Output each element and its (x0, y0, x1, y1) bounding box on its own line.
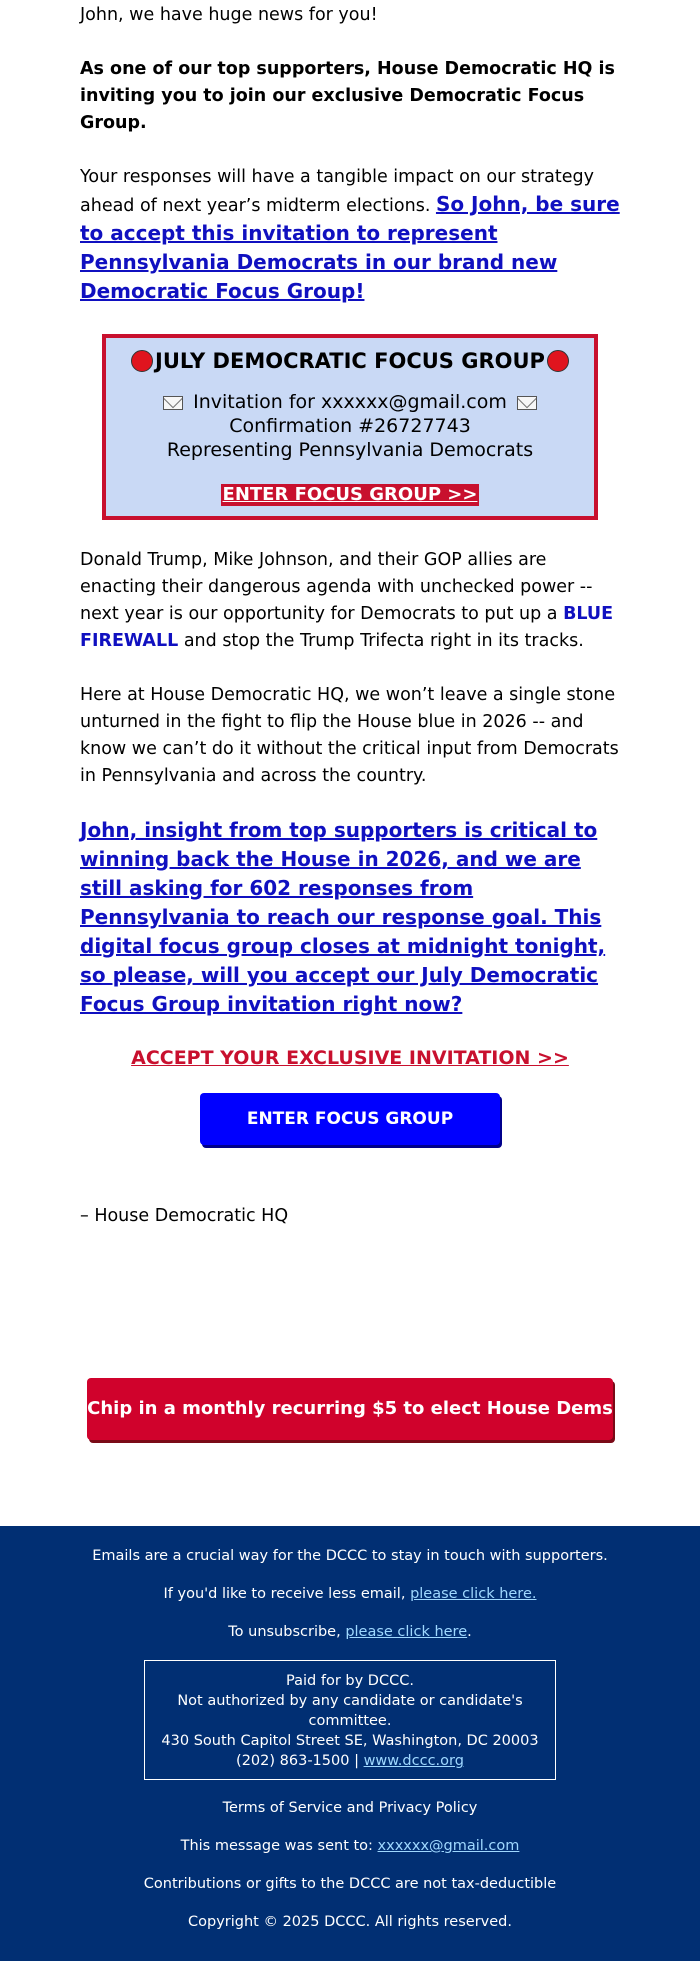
footer (0, 1526, 700, 1961)
invitation-text: Invitation for xxxxxx@gmail.com (193, 391, 507, 413)
envelope-icon (517, 396, 537, 410)
enter-focus-group-button[interactable]: ENTER FOCUS GROUP (200, 1093, 500, 1145)
red-circle-icon (547, 350, 569, 372)
unsubscribe-link[interactable]: please click here (345, 1624, 468, 1640)
paid-line-4 (145, 1751, 555, 1771)
envelope-icon (163, 396, 183, 410)
dccc-site-link[interactable]: www.dccc.org (363, 1753, 464, 1769)
insight-link[interactable]: John, insight from top supporters is critical to winning back the House in 2026, and we are still asking for 602 responses from Pennsylvania to reach our response goal. This digital focus group closes at midnight tonight, so please, will you accept our July Democratic Focus Group invitation right now? (80, 818, 606, 1016)
less-email-line (0, 1584, 700, 1604)
greeting: John, we have huge news for you! (80, 5, 378, 25)
paid-for-box (144, 1660, 556, 1780)
trump-text-a: Donald Trump, Mike Johnson, and their GOP allies are enacting their dangerous agenda with unchecked power -- next year is our opportunity for Democrats to put up a (80, 550, 593, 624)
unsubscribe-text: To unsubscribe, (228, 1624, 346, 1640)
chip-in-button[interactable]: Chip in a monthly recurring $5 to elect House Dems >> (87, 1378, 613, 1440)
terms-link[interactable]: Terms of Service and Privacy Policy (222, 1800, 478, 1816)
donate-row (0, 1378, 700, 1526)
impact-paragraph (80, 164, 620, 307)
hq-paragraph: Here at House Democratic HQ, we won’t leave a single stone unturned in the fight to flip the House blue in 2026 -- and know we can’t do it without the critical input from Democrats in Pennsylvania and across the country. (80, 685, 619, 786)
trump-paragraph (80, 547, 620, 655)
paid-line-2: Not authorized by any candidate or candidate's committee. (177, 1693, 523, 1729)
unsubscribe-line (0, 1622, 700, 1642)
red-circle-icon (131, 350, 153, 372)
sent-to-line (0, 1836, 700, 1856)
trump-text-c: and stop the Trump Trifecta right in its tracks. (178, 631, 584, 651)
footer-intro: Emails are a crucial way for the DCCC to stay in touch with supporters. (92, 1548, 608, 1564)
enter-button-row (80, 1093, 620, 1145)
signature: – House Democratic HQ (80, 1206, 289, 1226)
enter-focus-group-link[interactable]: ENTER FOCUS GROUP >> (222, 484, 478, 505)
less-email-text: If you'd like to receive less email, (163, 1586, 411, 1602)
accept-invitation-link[interactable]: So John, be sure to accept this invitation to represent Pennsylvania Democrats in our brand new Democratic Focus Group! (80, 192, 620, 303)
sent-to-email-link[interactable]: xxxxxx@gmail.com (377, 1838, 520, 1854)
accept-exclusive-invitation-link[interactable]: ACCEPT YOUR EXCLUSIVE INVITATION >> (131, 1047, 569, 1069)
paid-line-1: Paid for by DCCC. (286, 1673, 414, 1689)
paid-phone: (202) 863-1500 | (236, 1753, 364, 1769)
accept-invitation-row (80, 1047, 620, 1069)
copyright: Copyright © 2025 DCCC. All rights reserved. (188, 1914, 512, 1930)
intro-bold-line: As one of our top supporters, House Democratic HQ is inviting you to join our exclusive Democratic Focus Group. (80, 59, 615, 133)
invitation-line (106, 390, 594, 414)
less-email-link[interactable]: please click here. (410, 1586, 537, 1602)
blue-firewall-text: BLUE FIREWALL (80, 604, 614, 651)
confirmation-number: Confirmation #26727743 (229, 415, 471, 437)
unsubscribe-end: . (467, 1624, 472, 1640)
representing-line: Representing Pennsylvania Democrats (166, 439, 534, 461)
impact-text: Your responses will have a tangible impact on our strategy ahead of next year’s midterm elections. (80, 167, 594, 216)
focus-group-title (106, 346, 594, 376)
sent-to-text: This message was sent to: (180, 1838, 378, 1854)
focus-group-details (106, 390, 594, 462)
tax-notice: Contributions or gifts to the DCCC are not tax-deductible (143, 1876, 557, 1892)
focus-group-card (102, 334, 598, 520)
paid-line-3: 430 South Capitol Street SE, Washington, DC 20003 (161, 1733, 539, 1749)
focus-group-title-text: JULY DEMOCRATIC FOCUS GROUP (155, 349, 545, 373)
email-body (80, 0, 620, 1230)
